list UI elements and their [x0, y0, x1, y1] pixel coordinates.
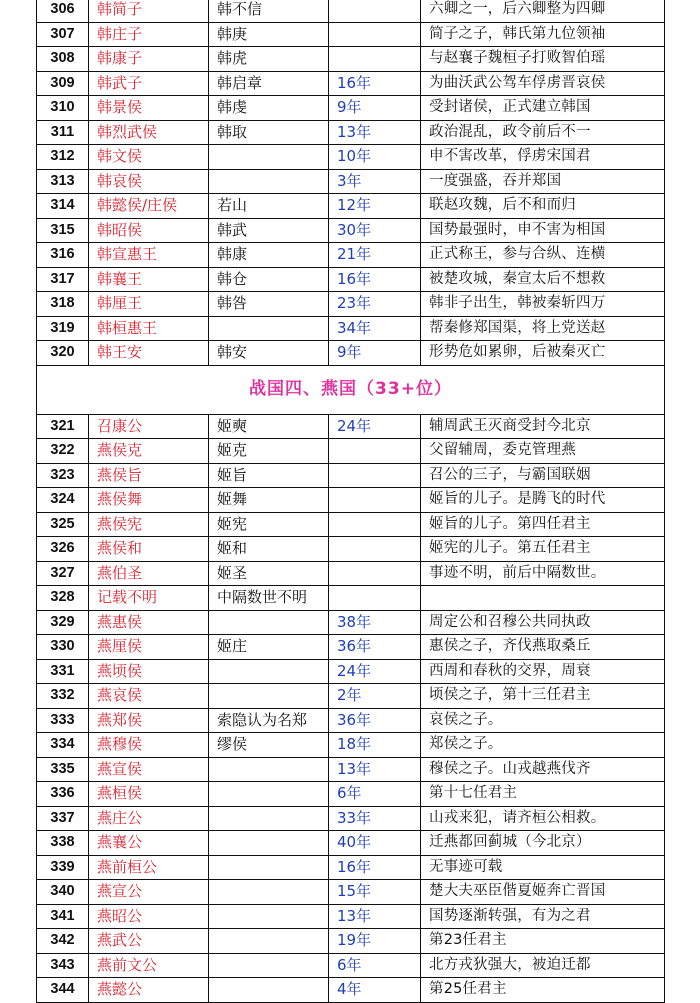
table-row — [37, 169, 665, 194]
ruler-note: 姬旨的儿子。是腾飞的时代 — [421, 488, 665, 513]
reign-length — [329, 463, 421, 488]
ruler-note: 第十七任君主 — [421, 782, 665, 807]
ruler-title: 燕宣侯 — [89, 757, 209, 782]
ruler-title: 韩烈武侯 — [89, 120, 209, 145]
ruler-name — [209, 880, 329, 905]
ruler-name: 韩虎 — [209, 47, 329, 72]
table-row — [37, 316, 665, 341]
reign-length: 3年 — [329, 169, 421, 194]
ruler-note: 帮秦修郑国渠，将上党送赵 — [421, 316, 665, 341]
reign-length: 10年 — [329, 145, 421, 170]
reign-length: 34年 — [329, 316, 421, 341]
ruler-name — [209, 610, 329, 635]
reign-length: 18年 — [329, 733, 421, 758]
ruler-note: 父留辅周，委克管理燕 — [421, 439, 665, 464]
ruler-title: 燕侯和 — [89, 537, 209, 562]
row-number: 327 — [37, 561, 89, 586]
row-number: 324 — [37, 488, 89, 513]
reign-length: 2年 — [329, 684, 421, 709]
reign-length — [329, 586, 421, 611]
reign-length: 19年 — [329, 929, 421, 954]
ruler-title: 韩哀侯 — [89, 169, 209, 194]
row-number: 316 — [37, 243, 89, 268]
yan-rows — [37, 414, 665, 1002]
table-row — [37, 561, 665, 586]
reign-length — [329, 47, 421, 72]
ruler-title: 韩襄王 — [89, 267, 209, 292]
ruler-note: 辅周武王灭商受封今北京 — [421, 414, 665, 439]
row-number: 341 — [37, 904, 89, 929]
reign-length: 16年 — [329, 855, 421, 880]
ruler-note: 北方戎狄强大，被迫迁都 — [421, 953, 665, 978]
ruler-note: 韩非子出生，韩被秦斩四万 — [421, 292, 665, 317]
ruler-note: 哀侯之子。 — [421, 708, 665, 733]
reign-length: 33年 — [329, 806, 421, 831]
ruler-title: 燕前文公 — [89, 953, 209, 978]
ruler-note: 山戎来犯，请齐桓公相救。 — [421, 806, 665, 831]
row-number: 308 — [37, 47, 89, 72]
ruler-title: 燕惠侯 — [89, 610, 209, 635]
ruler-name — [209, 904, 329, 929]
table-row — [37, 96, 665, 121]
ruler-title: 燕侯旨 — [89, 463, 209, 488]
row-number: 312 — [37, 145, 89, 170]
ruler-name — [209, 782, 329, 807]
reign-length: 40年 — [329, 831, 421, 856]
ruler-title: 韩昭侯 — [89, 218, 209, 243]
ruler-title: 燕郑侯 — [89, 708, 209, 733]
table-row — [37, 243, 665, 268]
han-rows — [37, 0, 665, 365]
table-row — [37, 71, 665, 96]
row-number: 314 — [37, 194, 89, 219]
row-number: 335 — [37, 757, 89, 782]
table-row — [37, 292, 665, 317]
reign-length — [329, 0, 421, 22]
ruler-note: 六卿之一，后六卿整为四卿 — [421, 0, 665, 22]
ruler-name — [209, 806, 329, 831]
table-row — [37, 978, 665, 1003]
row-number: 325 — [37, 512, 89, 537]
reign-length — [329, 439, 421, 464]
row-number: 333 — [37, 708, 89, 733]
ruler-name: 韩武 — [209, 218, 329, 243]
ruler-note: 联赵攻魏，后不和而归 — [421, 194, 665, 219]
ruler-title: 燕伯圣 — [89, 561, 209, 586]
ruler-title: 韩康子 — [89, 47, 209, 72]
ruler-title: 燕宣公 — [89, 880, 209, 905]
reign-length: 13年 — [329, 120, 421, 145]
ruler-title: 燕哀侯 — [89, 684, 209, 709]
ruler-note: 第25任君主 — [421, 978, 665, 1003]
row-number: 332 — [37, 684, 89, 709]
ruler-note — [421, 586, 665, 611]
row-number: 328 — [37, 586, 89, 611]
ruler-note: 形势危如累卵，后被秦灭亡 — [421, 341, 665, 366]
ruler-name: 中隔数世不明 — [209, 586, 329, 611]
table-row — [37, 267, 665, 292]
ruler-name: 韩不信 — [209, 0, 329, 22]
ruler-name: 姬圣 — [209, 561, 329, 586]
ruler-name — [209, 169, 329, 194]
reign-length: 21年 — [329, 243, 421, 268]
ruler-note: 正式称王，参与合纵、连横 — [421, 243, 665, 268]
table-row — [37, 47, 665, 72]
table-row — [37, 439, 665, 464]
ruler-title: 燕侯舞 — [89, 488, 209, 513]
row-number: 323 — [37, 463, 89, 488]
row-number: 310 — [37, 96, 89, 121]
ruler-name: 姬和 — [209, 537, 329, 562]
ruler-title: 燕侯宪 — [89, 512, 209, 537]
table-row — [37, 806, 665, 831]
table-row — [37, 659, 665, 684]
ruler-name — [209, 978, 329, 1003]
ruler-name: 韩康 — [209, 243, 329, 268]
ruler-name: 韩仓 — [209, 267, 329, 292]
row-number: 339 — [37, 855, 89, 880]
row-number: 315 — [37, 218, 89, 243]
ruler-name: 姬奭 — [209, 414, 329, 439]
reign-length: 38年 — [329, 610, 421, 635]
table-row — [37, 757, 665, 782]
ruler-note: 国势最强时，申不害为相国 — [421, 218, 665, 243]
ruler-name: 姬旨 — [209, 463, 329, 488]
reign-length: 16年 — [329, 71, 421, 96]
table-row — [37, 194, 665, 219]
reign-length: 9年 — [329, 96, 421, 121]
reign-length: 13年 — [329, 757, 421, 782]
ruler-note: 事迹不明，前后中隔数世。 — [421, 561, 665, 586]
ruler-note: 穆侯之子。山戎越燕伐齐 — [421, 757, 665, 782]
ruler-title: 韩宣惠王 — [89, 243, 209, 268]
table-row — [37, 414, 665, 439]
row-number: 342 — [37, 929, 89, 954]
ruler-title: 燕侯克 — [89, 439, 209, 464]
ruler-title: 燕前桓公 — [89, 855, 209, 880]
reign-length: 36年 — [329, 708, 421, 733]
ruler-name: 韩启章 — [209, 71, 329, 96]
table-row — [37, 218, 665, 243]
ruler-title: 韩懿侯/庄侯 — [89, 194, 209, 219]
ruler-note: 迁燕都回蓟城（今北京） — [421, 831, 665, 856]
table-row — [37, 610, 665, 635]
table-row — [37, 782, 665, 807]
table-row — [37, 0, 665, 22]
table-row — [37, 537, 665, 562]
ruler-name: 若山 — [209, 194, 329, 219]
reign-length — [329, 561, 421, 586]
row-number: 326 — [37, 537, 89, 562]
row-number: 306 — [37, 0, 89, 22]
reign-length — [329, 512, 421, 537]
row-number: 330 — [37, 635, 89, 660]
ruler-name: 韩庚 — [209, 22, 329, 47]
row-number: 336 — [37, 782, 89, 807]
row-number: 320 — [37, 341, 89, 366]
ruler-name — [209, 316, 329, 341]
table-row — [37, 488, 665, 513]
table-row — [37, 635, 665, 660]
ruler-note: 政治混乱，政令前后不一 — [421, 120, 665, 145]
ruler-name — [209, 855, 329, 880]
table-row — [37, 733, 665, 758]
row-number: 319 — [37, 316, 89, 341]
ruler-title: 燕穆侯 — [89, 733, 209, 758]
row-number: 318 — [37, 292, 89, 317]
ruler-title: 燕昭公 — [89, 904, 209, 929]
reign-length — [329, 537, 421, 562]
ruler-table-sheet — [36, 0, 664, 1003]
ruler-title: 燕武公 — [89, 929, 209, 954]
ruler-note: 受封诸侯，正式建立韩国 — [421, 96, 665, 121]
ruler-note: 第23任君主 — [421, 929, 665, 954]
ruler-note: 郑侯之子。 — [421, 733, 665, 758]
table-row — [37, 145, 665, 170]
table-row — [37, 512, 665, 537]
ruler-title: 韩厘王 — [89, 292, 209, 317]
row-number: 337 — [37, 806, 89, 831]
row-number: 313 — [37, 169, 89, 194]
table-row — [37, 904, 665, 929]
ruler-title: 韩庄子 — [89, 22, 209, 47]
table-row — [37, 120, 665, 145]
ruler-table — [36, 0, 665, 1003]
ruler-title: 燕桓侯 — [89, 782, 209, 807]
ruler-title: 韩王安 — [89, 341, 209, 366]
ruler-title: 记载不明 — [89, 586, 209, 611]
reign-length: 30年 — [329, 218, 421, 243]
section-title-yan: 战国四、燕国（33+位） — [37, 365, 665, 414]
ruler-name: 索隐认为名郑 — [209, 708, 329, 733]
row-number: 322 — [37, 439, 89, 464]
row-number: 309 — [37, 71, 89, 96]
ruler-note: 姬旨的儿子。第四任君主 — [421, 512, 665, 537]
ruler-note: 简子之子，韩氏第九位领袖 — [421, 22, 665, 47]
ruler-note: 为曲沃武公驾车俘虏晋哀侯 — [421, 71, 665, 96]
ruler-note: 无事迹可载 — [421, 855, 665, 880]
ruler-name: 姬舞 — [209, 488, 329, 513]
table-row — [37, 708, 665, 733]
ruler-name: 姬宪 — [209, 512, 329, 537]
row-number: 343 — [37, 953, 89, 978]
ruler-title: 韩武子 — [89, 71, 209, 96]
ruler-note: 一度强盛，吞并郑国 — [421, 169, 665, 194]
row-number: 329 — [37, 610, 89, 635]
reign-length: 12年 — [329, 194, 421, 219]
reign-length: 16年 — [329, 267, 421, 292]
ruler-note: 西周和春秋的交界，周衰 — [421, 659, 665, 684]
reign-length: 23年 — [329, 292, 421, 317]
row-number: 321 — [37, 414, 89, 439]
ruler-title: 召康公 — [89, 414, 209, 439]
ruler-note: 申不害改革，俘虏宋国君 — [421, 145, 665, 170]
table-row — [37, 953, 665, 978]
table-row — [37, 880, 665, 905]
ruler-title: 燕懿公 — [89, 978, 209, 1003]
ruler-name: 韩虔 — [209, 96, 329, 121]
table-row — [37, 22, 665, 47]
row-number: 344 — [37, 978, 89, 1003]
ruler-name: 缪侯 — [209, 733, 329, 758]
ruler-note: 姬宪的儿子。第五任君主 — [421, 537, 665, 562]
reign-length: 9年 — [329, 341, 421, 366]
ruler-title: 韩桓惠王 — [89, 316, 209, 341]
table-row — [37, 855, 665, 880]
ruler-name: 姬克 — [209, 439, 329, 464]
ruler-title: 燕襄公 — [89, 831, 209, 856]
ruler-note: 召公的三子，与霸国联姻 — [421, 463, 665, 488]
row-number: 331 — [37, 659, 89, 684]
table-row — [37, 831, 665, 856]
ruler-name — [209, 929, 329, 954]
reign-length: 36年 — [329, 635, 421, 660]
ruler-name: 姬庄 — [209, 635, 329, 660]
reign-length: 4年 — [329, 978, 421, 1003]
ruler-name: 韩安 — [209, 341, 329, 366]
ruler-note: 周定公和召穆公共同执政 — [421, 610, 665, 635]
reign-length: 13年 — [329, 904, 421, 929]
table-row — [37, 463, 665, 488]
reign-length: 6年 — [329, 953, 421, 978]
ruler-note: 被楚攻城，秦宣太后不想救 — [421, 267, 665, 292]
reign-length: 6年 — [329, 782, 421, 807]
ruler-name — [209, 953, 329, 978]
row-number: 307 — [37, 22, 89, 47]
ruler-title: 韩简子 — [89, 0, 209, 22]
row-number: 338 — [37, 831, 89, 856]
table-row — [37, 586, 665, 611]
ruler-name — [209, 757, 329, 782]
ruler-name — [209, 831, 329, 856]
ruler-note: 惠侯之子，齐伐燕取桑丘 — [421, 635, 665, 660]
ruler-note: 与赵襄子魏桓子打败智伯瑶 — [421, 47, 665, 72]
ruler-title: 燕庄公 — [89, 806, 209, 831]
ruler-name — [209, 684, 329, 709]
ruler-name — [209, 659, 329, 684]
reign-length: 15年 — [329, 880, 421, 905]
row-number: 317 — [37, 267, 89, 292]
ruler-name: 韩咎 — [209, 292, 329, 317]
ruler-title: 韩景侯 — [89, 96, 209, 121]
section-header — [37, 365, 665, 414]
ruler-title: 韩文侯 — [89, 145, 209, 170]
table-row — [37, 684, 665, 709]
row-number: 334 — [37, 733, 89, 758]
reign-length: 24年 — [329, 659, 421, 684]
ruler-note: 国势逐渐转强，有为之君 — [421, 904, 665, 929]
row-number: 340 — [37, 880, 89, 905]
table-row — [37, 341, 665, 366]
ruler-title: 燕厘侯 — [89, 635, 209, 660]
ruler-note: 顷侯之子，第十三任君主 — [421, 684, 665, 709]
reign-length — [329, 22, 421, 47]
reign-length: 24年 — [329, 414, 421, 439]
ruler-title: 燕顷侯 — [89, 659, 209, 684]
ruler-note: 楚大夫巫臣偕夏姬奔亡晋国 — [421, 880, 665, 905]
reign-length — [329, 488, 421, 513]
ruler-name — [209, 145, 329, 170]
row-number: 311 — [37, 120, 89, 145]
ruler-name: 韩取 — [209, 120, 329, 145]
table-row — [37, 929, 665, 954]
